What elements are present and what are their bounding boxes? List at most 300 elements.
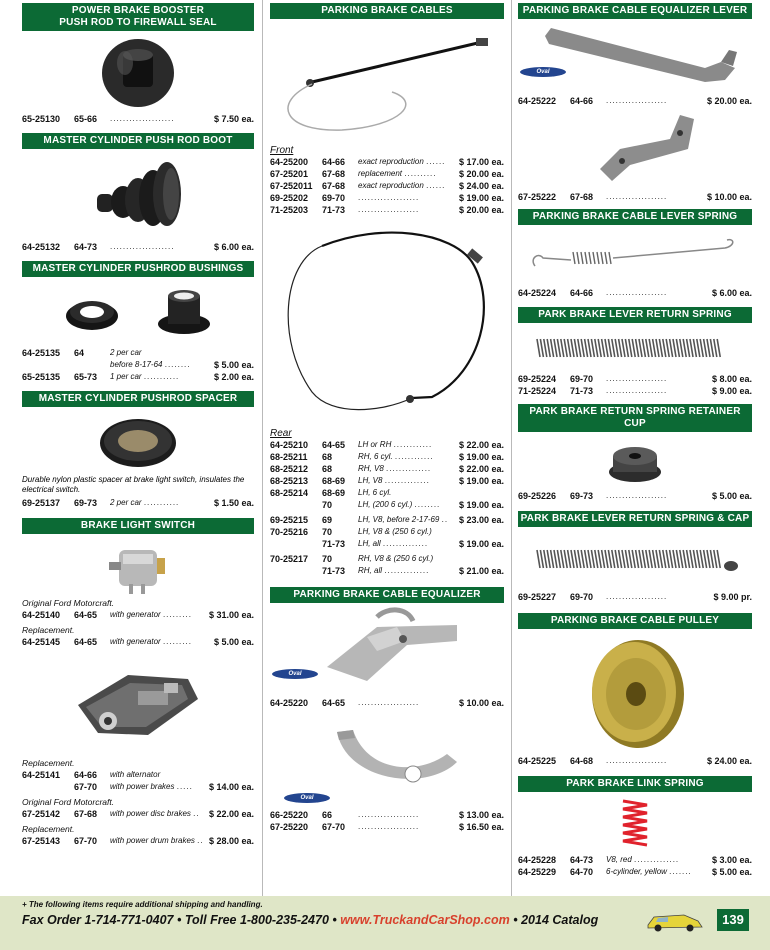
leader-dots: ...... — [426, 157, 446, 166]
part-years: 70 — [322, 527, 333, 537]
spring-coil — [571, 339, 574, 357]
spring-coil — [639, 339, 642, 357]
part-price: $ 6.00 ea. — [711, 288, 752, 298]
part-row — [270, 514, 504, 526]
spring-coil — [619, 550, 622, 568]
part-years: 64-66 — [570, 96, 594, 106]
spring-coil — [568, 339, 571, 357]
part-price: $ 3.00 ea. — [711, 855, 752, 865]
spring-coil — [670, 550, 673, 568]
part-number: 71-25224 — [518, 386, 557, 396]
part-row — [518, 755, 752, 767]
part-number: 64-25222 — [518, 96, 557, 106]
spring-coil — [636, 550, 639, 568]
part-desc-text: with generator — [110, 637, 161, 646]
part-row — [270, 168, 504, 180]
part-desc — [358, 168, 454, 180]
spring-coil — [591, 339, 594, 357]
spring-coil — [642, 339, 645, 357]
part-desc — [110, 241, 204, 253]
part-desc-text: LH, all — [358, 539, 381, 548]
spring-coil — [690, 339, 693, 357]
part-desc: LH, 6 cyl. — [358, 488, 392, 497]
part-number — [270, 538, 322, 550]
part-years-empty — [74, 359, 110, 371]
spring-coil — [581, 550, 584, 568]
part-number: 66-25220 — [270, 810, 309, 820]
part-row — [518, 373, 752, 385]
equalizer-lever-image — [518, 19, 752, 95]
rear-cable-image — [270, 216, 504, 428]
spring-coil — [588, 550, 591, 568]
part-row — [270, 451, 504, 463]
section-header-return-spring: PARK BRAKE LEVER RETURN SPRING — [518, 307, 752, 323]
part-price: $ 7.50 ea. — [213, 114, 254, 124]
part-number: 65-25135 — [22, 372, 61, 382]
spring-coil — [707, 550, 710, 568]
spring-coil — [571, 550, 574, 568]
part-row — [22, 609, 254, 621]
part-desc-text: exact reproduction — [358, 181, 424, 190]
leader-dots: ...... — [426, 181, 446, 190]
spring-coil — [690, 550, 693, 568]
rear-label: Rear — [270, 428, 292, 439]
section-header-brake-cables: PARKING BRAKE CABLES — [270, 3, 504, 19]
part-desc-text: 1 per car — [110, 372, 142, 381]
coil-spring — [525, 333, 745, 363]
leader-dots: ................... — [606, 96, 668, 105]
part-years: 71-73 — [322, 205, 346, 215]
part-number: 65-25130 — [22, 114, 61, 124]
part-years: 69-70 — [570, 374, 594, 384]
part-years: 64-68 — [570, 756, 594, 766]
part-price: $ 10.00 ea. — [458, 698, 504, 708]
spring-coil — [595, 339, 598, 357]
front-cable-rows — [270, 156, 504, 216]
part-desc — [358, 180, 454, 192]
part-price: $ 20.00 ea. — [458, 169, 504, 179]
switch-label-d: Original Ford Motorcraft. — [22, 797, 115, 807]
part-row — [22, 636, 254, 648]
spring-coil — [710, 339, 713, 357]
spring-coil — [585, 550, 588, 568]
part-years: 71-73 — [322, 539, 346, 549]
part-years: 64-73 — [74, 242, 98, 252]
part-price: $ 22.00 ea. — [208, 809, 254, 819]
part-row — [270, 809, 504, 821]
spring-coil — [697, 550, 700, 568]
part-price: $ 6.00 ea. — [213, 242, 254, 252]
spring-coil — [598, 550, 601, 568]
part-desc — [358, 439, 454, 451]
leader-dots: ................... — [606, 192, 668, 201]
spring-coil — [561, 550, 564, 568]
part-row — [518, 191, 752, 203]
equalizer-lever-image-2 — [518, 107, 752, 191]
toll-free: Toll Free 1-800-235-2470 — [184, 913, 329, 927]
part-row — [518, 385, 752, 397]
part-years: 65-66 — [74, 114, 98, 124]
pushrod-boot-image — [22, 149, 254, 241]
equalizer-image-2 — [270, 709, 504, 809]
part-years: 64-73 — [570, 855, 594, 865]
part-row — [22, 808, 254, 820]
separator: • — [176, 913, 182, 927]
spring-coil — [540, 550, 543, 568]
part-desc — [110, 359, 204, 371]
part-row — [22, 359, 254, 371]
part-desc: 2 per car — [110, 348, 142, 357]
part-row — [270, 475, 504, 487]
rear-cable-rows — [270, 439, 504, 577]
spring-coil — [581, 339, 584, 357]
part-years: 67-68 — [74, 809, 98, 819]
spring-coil — [561, 339, 564, 357]
part-row — [270, 487, 504, 499]
separator: • — [332, 913, 337, 927]
part-number: 67-25143 — [22, 836, 61, 846]
part-price: $ 1.50 ea. — [213, 498, 254, 508]
part-desc-line2: before 8-17-64 — [110, 360, 163, 369]
section-header-spring-cap: PARK BRAKE LEVER RETURN SPRING & CAP — [518, 511, 752, 527]
spring-coil — [680, 339, 683, 357]
part-desc-text: RH, 6 cyl. — [358, 452, 393, 461]
part-price: $ 31.00 ea. — [208, 610, 254, 620]
part-row — [22, 769, 254, 781]
spring-coil — [622, 339, 625, 357]
switch-label-c: Replacement. — [22, 758, 75, 768]
part-row — [518, 854, 752, 866]
spring-coil — [642, 550, 645, 568]
spring-coil — [578, 550, 581, 568]
spring-coil — [551, 339, 554, 357]
part-number: 67-252011 — [270, 181, 313, 191]
spring-coil — [649, 339, 652, 357]
spring-coil — [663, 339, 666, 357]
part-desc — [358, 514, 454, 526]
part-row — [270, 553, 504, 565]
spring-coil — [554, 339, 557, 357]
spring-coil — [537, 550, 540, 568]
leader-dots: .............. — [634, 855, 680, 864]
part-desc — [606, 591, 702, 603]
leader-dots: .................... — [110, 114, 175, 123]
spring-coil — [676, 339, 679, 357]
spring-coil — [615, 550, 618, 568]
part-desc — [358, 463, 454, 475]
spring-coil — [629, 550, 632, 568]
spring-coil — [557, 339, 560, 357]
part-years: 68-69 — [322, 476, 346, 486]
spring-coil — [676, 550, 679, 568]
footer-contact-line — [22, 913, 598, 927]
part-price — [454, 553, 504, 565]
spring-coil — [547, 550, 550, 568]
leader-dots: ................... — [358, 810, 420, 819]
part-number: 67-25142 — [22, 809, 61, 819]
leader-dots: ........ — [414, 500, 441, 509]
part-price: $ 20.00 ea. — [706, 96, 752, 106]
spring-coil — [544, 550, 547, 568]
separator: • — [513, 913, 518, 927]
section-header-pushrod-boot: MASTER CYLINDER PUSH ROD BOOT — [22, 133, 254, 149]
part-number: 70-25216 — [270, 527, 309, 537]
part-years: 64-66 — [570, 288, 594, 298]
spring-coil — [687, 550, 690, 568]
part-desc — [110, 113, 204, 125]
part-number: 69-25224 — [518, 374, 557, 384]
shipping-note: + The following items require additional shipping and handling. — [22, 900, 263, 909]
column-middle — [270, 0, 504, 833]
spring-coil — [605, 339, 608, 357]
part-desc — [358, 475, 454, 487]
part-row — [270, 526, 504, 538]
part-years: 69-73 — [570, 491, 594, 501]
switch-label-b: Replacement. — [22, 625, 75, 635]
section-header-pushrod-bushings: MASTER CYLINDER PUSHROD BUSHINGS — [22, 261, 254, 277]
spring-coil — [588, 339, 591, 357]
part-desc-text: RH, V8 — [358, 464, 384, 473]
oval-logo: Oval — [284, 793, 330, 803]
part-price: $ 5.00 ea. — [213, 637, 254, 647]
website-link[interactable]: www.TruckandCarShop.com — [340, 913, 510, 927]
spring-coil — [656, 339, 659, 357]
spring-coil — [683, 339, 686, 357]
part-price: $ 24.00 ea. — [458, 181, 504, 191]
part-desc — [358, 192, 454, 204]
part-desc — [358, 451, 454, 463]
part-desc — [110, 609, 204, 621]
part-years: 67-68 — [322, 169, 346, 179]
spring-coil — [697, 339, 700, 357]
part-desc — [606, 373, 702, 385]
spring-coil — [540, 339, 543, 357]
part-desc-text: V8, red — [606, 855, 632, 864]
spring-coil — [710, 550, 713, 568]
leader-dots: ................... — [606, 491, 668, 500]
spring-coil — [673, 339, 676, 357]
part-price: $ 10.00 ea. — [706, 192, 752, 202]
part-desc-text: with power brakes — [110, 782, 175, 791]
spring-coil — [615, 339, 618, 357]
part-row — [518, 490, 752, 502]
spring-coil — [666, 339, 669, 357]
front-cable-image — [270, 19, 504, 145]
part-price: $ 19.00 ea. — [458, 476, 504, 486]
spring-coil — [619, 339, 622, 357]
part-row — [22, 781, 254, 793]
part-desc-text: replacement — [358, 169, 403, 178]
oval-logo: Oval — [272, 669, 318, 679]
spring-coil — [602, 339, 605, 357]
spring-coil — [591, 550, 594, 568]
part-desc — [110, 636, 204, 648]
switch-label-a: Original Ford Motorcraft. — [22, 598, 115, 608]
page-number: 139 — [717, 909, 749, 931]
part-desc — [110, 371, 204, 383]
part-row — [518, 591, 752, 603]
column-divider — [511, 0, 512, 900]
part-desc-text: RH, all — [358, 566, 383, 575]
part-desc — [358, 821, 454, 833]
part-years: 64-65 — [74, 637, 98, 647]
part-row — [518, 866, 752, 878]
leader-dots: .. — [193, 809, 200, 818]
leader-dots: ................... — [358, 822, 420, 831]
part-price: $ 2.00 ea. — [213, 372, 254, 382]
part-desc — [606, 191, 702, 203]
part-desc: RH, V8 & (250 6 cyl.) — [358, 554, 434, 563]
part-price: $ 9.00 ea. — [711, 386, 752, 396]
section-header-brake-light-switch: BRAKE LIGHT SWITCH — [22, 518, 254, 534]
part-price: $ 5.00 ea. — [711, 867, 752, 877]
spring-coil — [629, 339, 632, 357]
leader-dots: ................... — [606, 288, 668, 297]
part-row — [270, 499, 504, 511]
part-row — [270, 463, 504, 475]
part-years: 69-73 — [74, 498, 98, 508]
part-desc — [358, 156, 454, 168]
part-desc-text: with power disc brakes — [110, 809, 191, 818]
part-row — [22, 371, 254, 383]
leader-dots: ................... — [606, 386, 668, 395]
spring-coil — [673, 550, 676, 568]
part-price: $ 21.00 ea. — [458, 566, 504, 576]
part-desc-text: LH, V8 — [358, 476, 383, 485]
part-row — [518, 95, 752, 107]
part-price: $ 17.00 ea. — [458, 157, 504, 167]
leader-dots: .............. — [384, 476, 430, 485]
fax-order: Fax Order 1-714-771-0407 — [22, 913, 174, 927]
part-row — [270, 204, 504, 216]
column-divider — [262, 0, 263, 900]
part-years: 64-70 — [570, 867, 594, 877]
section-header-booster-seal — [22, 3, 254, 31]
spring-coil — [612, 550, 615, 568]
part-years: 64 — [74, 348, 85, 358]
part-desc-text: with generator — [110, 610, 161, 619]
part-desc-text: LH, V8, before 2-17-69 — [358, 515, 440, 524]
part-number: 69-25137 — [22, 498, 61, 508]
section-header-retainer-cup: PARK BRAKE RETURN SPRING RETAINER CUP — [518, 404, 752, 432]
leader-dots: ........... — [143, 498, 180, 507]
spring-coil — [717, 339, 720, 357]
part-desc — [606, 385, 702, 397]
part-price: $ 5.00 ea. — [711, 491, 752, 501]
catalog-year: 2014 Catalog — [521, 913, 599, 927]
part-price: $ 8.00 ea. — [711, 374, 752, 384]
part-years: 64-66 — [322, 157, 346, 167]
part-desc: LH, V8 & (250 6 cyl.) — [358, 527, 432, 536]
spring-coil — [704, 550, 707, 568]
part-years: 67-70 — [74, 782, 98, 792]
leader-dots: ................... — [358, 193, 420, 202]
part-number: 64-25145 — [22, 637, 61, 647]
part-years: 64-65 — [322, 440, 346, 450]
part-price: $ 20.00 ea. — [458, 205, 504, 215]
return-spring-image — [518, 323, 752, 373]
leader-dots: ..... — [176, 782, 193, 791]
part-number: 64-25140 — [22, 610, 61, 620]
part-number: 64-25200 — [270, 157, 309, 167]
spring-coil — [554, 550, 557, 568]
brake-switch-replacement-image — [22, 648, 254, 758]
part-number-empty — [22, 359, 74, 371]
part-years: 71-73 — [570, 386, 594, 396]
pulley-image — [518, 629, 752, 755]
spring-coil — [574, 339, 577, 357]
column-left — [22, 0, 254, 847]
spring-coil — [707, 339, 710, 357]
front-label: Front — [270, 145, 294, 156]
link-spring-image — [518, 792, 752, 854]
part-years: 69 — [322, 515, 333, 525]
spring-coil — [714, 339, 717, 357]
part-years: 68-69 — [322, 488, 346, 498]
part-desc — [358, 809, 454, 821]
part-desc — [606, 755, 702, 767]
part-row — [22, 113, 254, 125]
spring-coil — [598, 339, 601, 357]
leader-dots: .............. — [382, 539, 429, 548]
part-number: 64-25224 — [518, 288, 557, 298]
spring-coil — [646, 550, 649, 568]
spring-coil — [653, 339, 656, 357]
part-years: 68 — [322, 464, 333, 474]
retainer-cup-image — [518, 432, 752, 490]
part-number: 69-25202 — [270, 193, 309, 203]
part-number: 64-25210 — [270, 440, 309, 450]
part-price: $ 28.00 ea. — [208, 836, 254, 846]
part-number: 68-25211 — [270, 452, 308, 462]
spring-coil — [693, 550, 696, 568]
spring-coil — [608, 339, 611, 357]
part-years: 71-73 — [322, 566, 346, 576]
equalizer-image — [270, 603, 504, 697]
leader-dots: ......... — [162, 637, 192, 646]
spring-coil — [551, 550, 554, 568]
part-number — [22, 781, 74, 793]
part-desc — [358, 499, 454, 511]
spring-coil — [659, 339, 662, 357]
part-desc-text: LH or RH — [358, 440, 392, 449]
spring-coil — [714, 550, 717, 568]
part-years: 64-66 — [74, 770, 98, 780]
part-number: 68-25214 — [270, 488, 309, 498]
leader-dots: .................... — [110, 242, 175, 251]
part-number: 67-25201 — [270, 169, 309, 179]
spring-coil — [639, 550, 642, 568]
spring-coil — [605, 550, 608, 568]
spring-coil — [625, 339, 628, 357]
part-price: $ 14.00 ea. — [208, 782, 254, 792]
spring-coil — [632, 550, 635, 568]
part-desc — [110, 781, 204, 793]
part-desc — [358, 565, 454, 577]
leader-dots: ................... — [358, 205, 420, 214]
leader-dots: .......... — [404, 169, 437, 178]
spring-coil — [537, 339, 540, 357]
part-number: 64-25225 — [518, 756, 557, 766]
leader-dots: ............ — [394, 452, 434, 461]
part-price — [454, 526, 504, 538]
spring-coil — [557, 550, 560, 568]
section-header-pushrod-spacer: MASTER CYLINDER PUSHROD SPACER — [22, 391, 254, 407]
spring-coil — [670, 339, 673, 357]
leader-dots: .. — [441, 515, 449, 524]
spring-coil — [547, 339, 550, 357]
spring-coil — [649, 550, 652, 568]
